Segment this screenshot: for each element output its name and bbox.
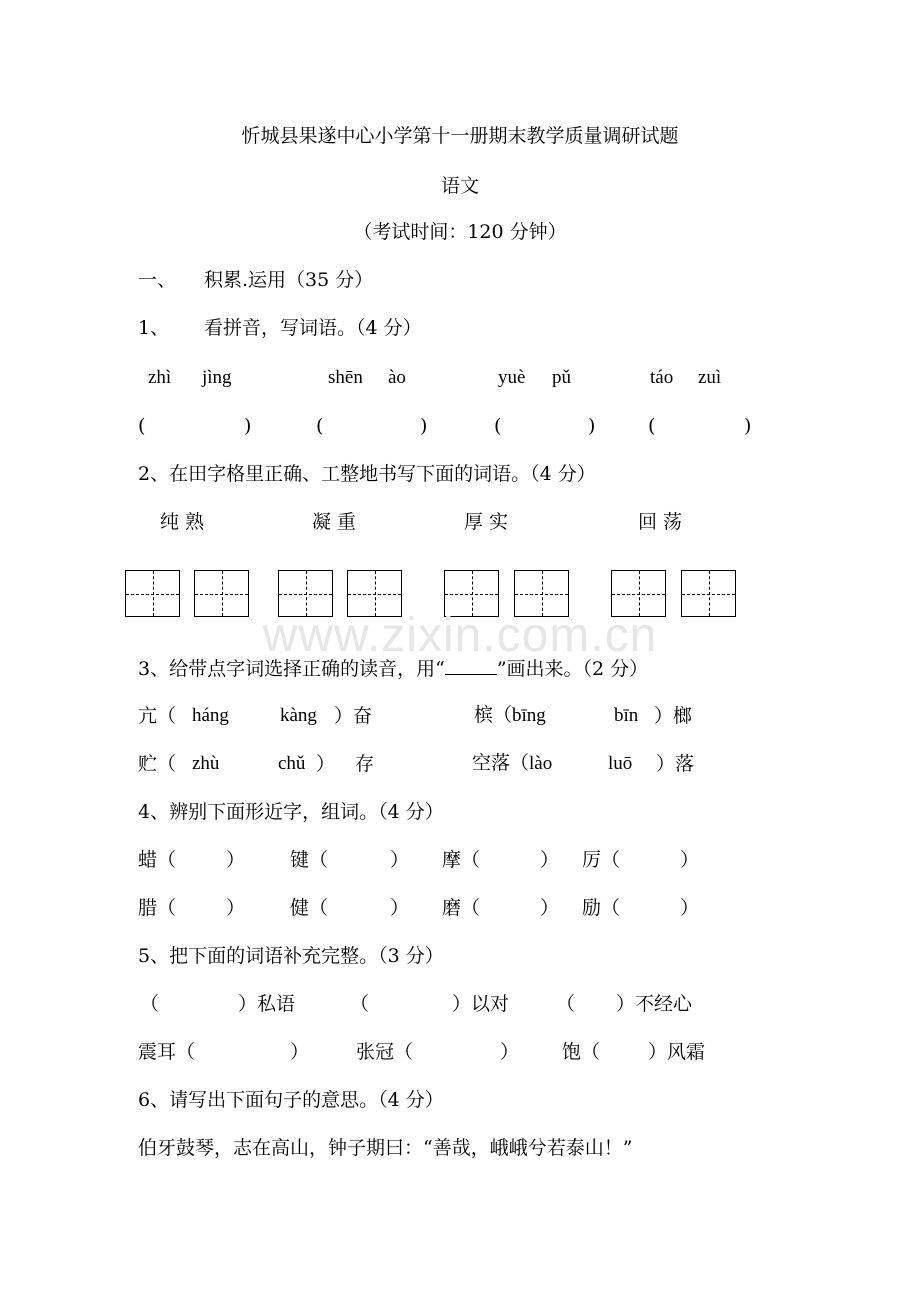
question-title: 2、在田字格里正确、工整地书写下面的词语。（4 分） — [138, 463, 596, 485]
answer-paren-open[interactable]: ( — [138, 415, 146, 437]
answer-paren-open[interactable]: ( — [494, 415, 502, 437]
pinyin-option[interactable]: bīn — [614, 705, 639, 726]
pinyin-option[interactable]: 空落（lào — [472, 753, 553, 774]
pinyin-option[interactable]: 槟（bīng — [474, 705, 546, 726]
word-to-write: 凝 重 — [312, 511, 357, 533]
question-title: 6、请写出下面句子的意思。（4 分） — [138, 1089, 444, 1111]
answer-paren-close: ) — [244, 415, 252, 437]
classical-text: 伯牙鼓琴，志在高山，钟子期曰：“善哉，峨峨兮若泰山！” — [138, 1137, 633, 1159]
idiom-part: ）私语 — [238, 993, 296, 1015]
exam-time: （考试时间：120 分钟） — [353, 221, 567, 243]
answer-paren-close: ） — [680, 897, 700, 919]
choice-word: ）落 — [656, 753, 695, 775]
choice-word: ）榔 — [654, 705, 693, 727]
similar-char: 励（ — [582, 897, 621, 919]
answer-paren-open[interactable]: （ — [350, 993, 370, 1015]
idiom-part: 饱（ — [562, 1041, 601, 1063]
question-title: 看拼音，写词语。（4 分） — [204, 317, 422, 339]
similar-char: 键（ — [290, 849, 329, 871]
idiom-part: 震耳（ — [138, 1041, 196, 1063]
page-title: 忻城县果遂中心小学第十一册期末教学质量调研试题 — [241, 125, 679, 147]
answer-paren-close: ） — [540, 849, 560, 871]
pinyin: ào — [388, 367, 406, 388]
answer-paren-close: ) — [420, 415, 428, 437]
answer-paren-close: ） — [226, 897, 246, 919]
answer-paren-close: ) — [588, 415, 596, 437]
question-title: 5、把下面的词语补充完整。（3 分） — [138, 945, 444, 967]
question-title: 3、给带点字词选择正确的读音，用“ ”画出来。（2 分） — [138, 658, 649, 680]
word-to-write: 纯 熟 — [160, 511, 205, 533]
similar-char: 腊（ — [138, 897, 177, 919]
choice-word: ） — [316, 753, 336, 775]
similar-char: 厉（ — [582, 849, 621, 871]
choice-word: 贮（ — [138, 753, 177, 775]
tianzige-grid[interactable] — [125, 570, 180, 617]
question-number: 1、 — [138, 317, 170, 339]
idiom-part: ）以对 — [452, 993, 510, 1015]
word-to-write: 回 荡 — [638, 511, 683, 533]
word-to-write: 厚 实 — [464, 511, 509, 533]
pinyin: yuè — [498, 367, 526, 388]
pinyin-option[interactable]: luō — [608, 753, 633, 774]
answer-paren-close: ） — [500, 1041, 520, 1063]
pinyin-option[interactable]: kàng — [280, 705, 317, 726]
watermark: www.zixin.com.cn — [262, 609, 658, 662]
pinyin-option[interactable]: chǔ — [278, 753, 306, 774]
pinyin-option[interactable]: zhù — [192, 753, 220, 774]
answer-paren-open[interactable]: （ — [556, 993, 576, 1015]
pinyin: pǔ — [552, 367, 571, 388]
question-title: 4、辨别下面形近字，组词。（4 分） — [138, 801, 444, 823]
similar-char: 磨（ — [442, 897, 481, 919]
pinyin: zhì — [148, 367, 172, 388]
idiom-part: 张冠（ — [356, 1041, 414, 1063]
section-number: 一、 — [138, 269, 177, 291]
choice-word: ）奋 — [334, 705, 373, 727]
answer-paren-close: ） — [540, 897, 560, 919]
answer-paren-close: ） — [390, 849, 410, 871]
similar-char: 摩（ — [442, 849, 481, 871]
section-title: 积累.运用（35 分） — [204, 269, 374, 291]
answer-paren-close: ) — [744, 415, 752, 437]
answer-paren-close: ） — [390, 897, 410, 919]
pinyin-option[interactable]: háng — [192, 705, 229, 726]
pinyin: jìng — [202, 367, 232, 388]
answer-paren-close: ） — [680, 849, 700, 871]
choice-word: 存 — [355, 753, 375, 775]
answer-paren-open[interactable]: ( — [648, 415, 656, 437]
answer-paren-close: ） — [290, 1041, 310, 1063]
similar-char: 蜡（ — [138, 849, 177, 871]
underline-sample — [445, 656, 497, 675]
idiom-part: ）风霜 — [648, 1041, 706, 1063]
choice-word: 亢（ — [138, 705, 177, 727]
answer-paren-open[interactable]: （ — [140, 993, 160, 1015]
idiom-part: ）不经心 — [616, 993, 693, 1015]
pinyin: shēn — [328, 367, 363, 388]
answer-paren-open[interactable]: ( — [316, 415, 324, 437]
subject-label: 语文 — [440, 175, 479, 197]
similar-char: 健（ — [290, 897, 329, 919]
pinyin: zuì — [698, 367, 722, 388]
pinyin: táo — [650, 367, 674, 388]
answer-paren-close: ） — [226, 849, 246, 871]
